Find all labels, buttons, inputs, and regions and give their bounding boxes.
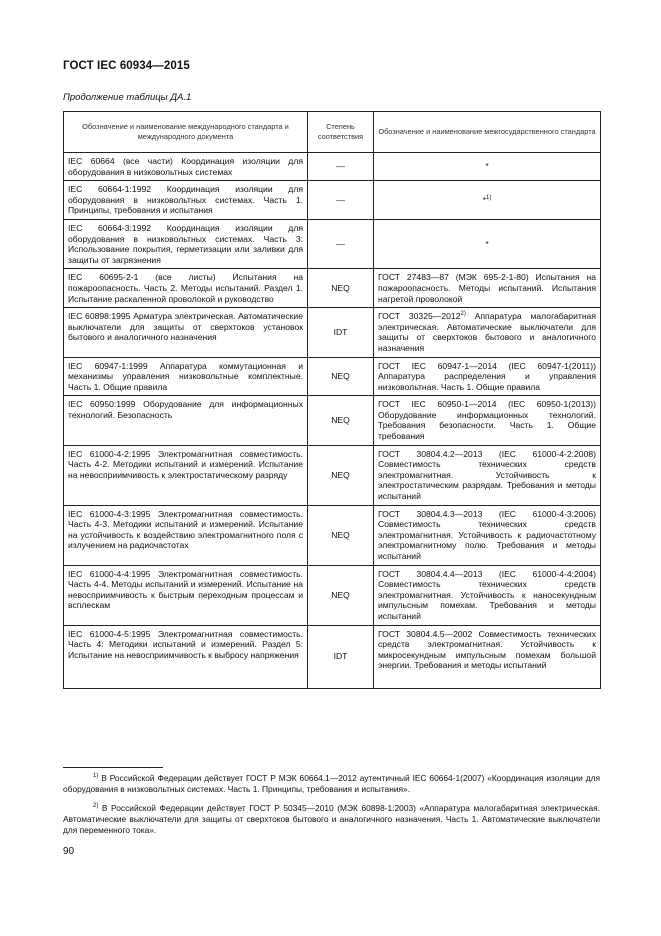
- header-interstate-standard: Обозначение и наименование межгосударственного стандарта: [374, 112, 601, 153]
- interstate-standard-cell: ГОСТ IEC 60950-1—2014 (IEC 60950-1(2013)) Оборудование информационных технологий. Требования безопасности. Часть 1. Общие требования: [374, 396, 601, 445]
- interstate-standard-cell: [374, 181, 601, 220]
- intl-standard-cell: IEC 61000-4-4:1995 Электромагнитная совместимость. Часть 4-4. Методы испытаний и измерений. Испытание на невосприимчивость к быстрым переходным процессам и всплескам: [64, 565, 308, 625]
- header-degree: Степень соответствия: [308, 112, 374, 153]
- footnote-1: [63, 773, 600, 795]
- page-number: 90: [63, 846, 75, 857]
- interstate-standard-cell: ГОСТ IEC 60947-1—2014 (IEC 60947-1(2011)) Аппаратура распределения и управления низковольтная. Часть 1. Общие правила: [374, 357, 601, 396]
- interstate-code: ГОСТ 30325—2012: [378, 311, 461, 322]
- table-row: [64, 625, 601, 688]
- table-row: [64, 505, 601, 565]
- degree-cell: NEQ: [308, 445, 374, 505]
- table-row: [64, 565, 601, 625]
- footnote-mark: 2): [93, 803, 99, 810]
- interstate-standard-cell: ГОСТ 27483—87 (МЭК 695-2-1-80) Испытания на пожароопасность. Методы испытаний. Испытания нагретой проволокой: [374, 269, 601, 308]
- table-row: [64, 396, 601, 445]
- degree-cell: NEQ: [308, 565, 374, 625]
- footnote-text: В Российской Федерации действует ГОСТ Р МЭК 60664.1—2012 аутентичный IEC 60664-1(2007) «Координация изоляции для оборудования в низковольтных системах. Часть 1. Принципы, требования и испытания».: [63, 773, 600, 794]
- intl-standard-cell: IEC 60950:1999 Оборудование для информационных технологий. Безопасность: [64, 396, 308, 445]
- interstate-standard-cell: *: [374, 219, 601, 268]
- table-row: [64, 308, 601, 357]
- intl-standard-cell: IEC 60695-2-1 (все листы) Испытания на пожароопасность. Часть 2. Методы испытаний. Раздел 1. Испытание раскаленной проволокой и руководство: [64, 269, 308, 308]
- intl-standard-cell: IEC 61000-4-5:1995 Электромагнитная совместимость. Часть 4: Методики испытаний и измерений. Раздел 5: Испытание на невосприимчивость к выбросу напряжения: [64, 625, 308, 688]
- table-row: [64, 219, 601, 268]
- footnote-text: В Российской Федерации действует ГОСТ Р 50345—2010 (МЭК 60898-1:2003) «Аппаратура малогабаритная электрическая. Автоматические выключатели для защиты от сверхтоков бытового и аналогичного назначения. Часть 1. Автоматические выключатели для переменного тока».: [63, 803, 600, 835]
- interstate-standard-cell: ГОСТ 30804.4.4—2013 (IEC 61000-4-4:2004) Совместимость технических средств электромагнитная. Устойчивость к наносекундным импульсным помехам. Требования и методы испытаний: [374, 565, 601, 625]
- table-row: [64, 269, 601, 308]
- table-row: [64, 153, 601, 181]
- degree-cell: —: [308, 181, 374, 220]
- footnote-ref: 1): [486, 194, 492, 201]
- interstate-standard-cell: ГОСТ 30804.4.2—2013 (IEC 61000-4-2:2008) Совместимость технических средств электромагнитная. Устойчивость к электростатическим разрядам. Требования и методы испытаний: [374, 445, 601, 505]
- star-mark: *: [482, 194, 486, 205]
- table-header-row: [64, 112, 601, 153]
- header-intl-standard: Обозначение и наименование международного стандарта и международного документа: [64, 112, 308, 153]
- intl-standard-cell: IEC 60898:1995 Арматура электрическая. Автоматические выключатели для защиты от сверхтоков установок бытового и аналогичного назначения: [64, 308, 308, 357]
- footnote-mark: 1): [93, 773, 99, 780]
- table-row: [64, 357, 601, 396]
- degree-cell: —: [308, 153, 374, 181]
- interstate-standard-cell: ГОСТ 30804.4.3—2013 (IEC 61000-4-3:2006) Совместимость технических средств электромагнитная. Устойчивость к радиочастотному электромагнитному полю. Требования и методы испытаний: [374, 505, 601, 565]
- degree-cell: NEQ: [308, 505, 374, 565]
- intl-standard-cell: IEC 61000-4-2:1995 Электромагнитная совместимость. Часть 4-2. Методики испытаний и измерений. Испытание на невосприимчивость к электростатическому разряду: [64, 445, 308, 505]
- document-title: ГОСТ IEC 60934—2015: [63, 60, 190, 72]
- table-row: [64, 445, 601, 505]
- table-continuation-caption: Продолжение таблицы ДА.1: [63, 92, 192, 103]
- standards-correspondence-table: [63, 111, 601, 689]
- degree-cell: NEQ: [308, 269, 374, 308]
- intl-standard-cell: IEC 61000-4-3:1995 Электромагнитная совместимость. Часть 4-3. Методики испытаний и измерений. Испытание на устойчивость к воздействию электромагнитного поля с излучением на радиочастотах: [64, 505, 308, 565]
- footnote-ref: 2): [460, 311, 466, 318]
- footnote-2: [63, 803, 600, 836]
- degree-cell: NEQ: [308, 357, 374, 396]
- interstate-standard-cell: *: [374, 153, 601, 181]
- degree-cell: IDT: [308, 625, 374, 688]
- interstate-standard-cell: ГОСТ 30804.4.5—2002 Совместимость технических средств электромагнитная. Устойчивость к микросекундным импульсным помехам большой энергии. Требования и методы испытаний: [374, 625, 601, 688]
- intl-standard-cell: IEC 60664-1:1992 Координация изоляции для оборудования в низковольтных системах. Часть 1. Принципы, требования и испытания: [64, 181, 308, 220]
- intl-standard-cell: IEC 60947-1:1999 Аппаратура коммутационная и механизмы управления низковольтные комплектные. Часть 1. Общие правила: [64, 357, 308, 396]
- interstate-title: Аппаратура малогабаритная электрическая. Автоматические выключатели для защиты от сверхтоков бытового и аналогичного назначения: [378, 311, 596, 353]
- intl-standard-cell: IEC 60664 (все части) Координация изоляции для оборудования в низковольтных системах: [64, 153, 308, 181]
- degree-cell: —: [308, 219, 374, 268]
- footnote-separator: [63, 767, 163, 768]
- table-row: [64, 181, 601, 220]
- interstate-standard-cell: [374, 308, 601, 357]
- degree-cell: NEQ: [308, 396, 374, 445]
- intl-standard-cell: IEC 60664-3:1992 Координация изоляции для оборудования в низковольтных системах. Часть 3: Использование покрытия, герметизации или заливки для защиты от загрязнения: [64, 219, 308, 268]
- degree-cell: IDT: [308, 308, 374, 357]
